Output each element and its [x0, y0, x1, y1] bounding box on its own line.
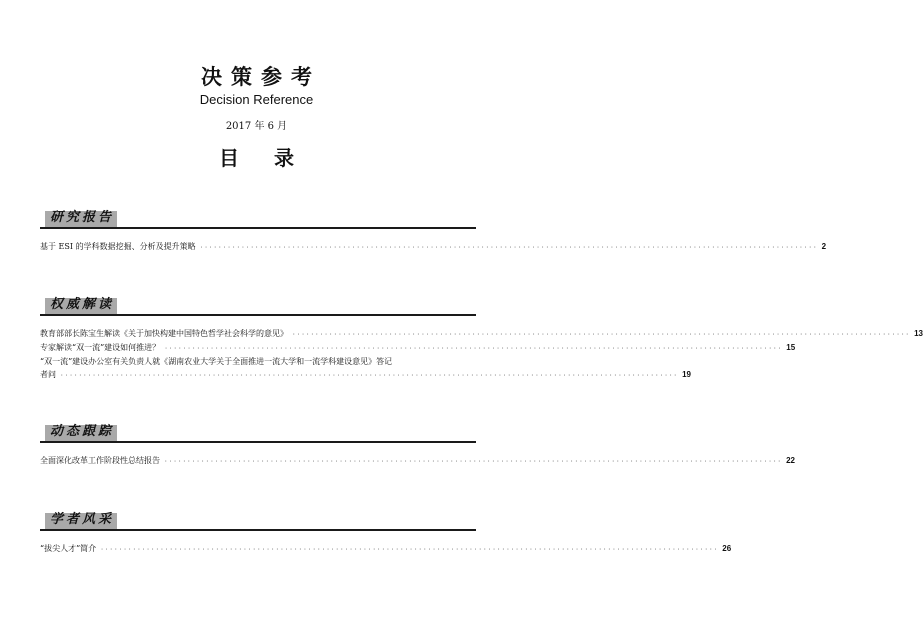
- toc-entry-title-line2: 者问: [40, 370, 56, 379]
- issue-date: 2017 年 6 月: [225, 121, 288, 132]
- toc-entry-title: “拔尖人才”简介: [40, 544, 97, 553]
- toc-entry-title: 全面深化改革工作阶段性总结报告: [40, 456, 160, 465]
- toc-entry-page: 19: [682, 370, 691, 379]
- toc-entry-page: 15: [786, 343, 796, 352]
- toc-entry-title: 教育部部长陈宝生解读《关于加快构建中国特色哲学社会科学的意见》: [40, 329, 288, 338]
- dot-leader: ······································································································································: [199, 244, 818, 251]
- toc-entry-page: 13: [914, 329, 923, 338]
- section-header: [40, 205, 476, 229]
- dot-leader: ······································································································································: [100, 546, 719, 553]
- section-entries: [40, 454, 795, 468]
- toc-entry-title: 专家解读“双一流”建设如何推进？: [40, 343, 161, 352]
- publication-title-cn: 决策参考: [201, 64, 321, 89]
- toc-entry[interactable]: [40, 454, 795, 468]
- section-header: [40, 419, 476, 443]
- section-title: 动态跟踪: [50, 424, 115, 439]
- toc-entry[interactable]: [40, 240, 827, 254]
- section-title: 研究报告: [50, 210, 115, 225]
- section-scholar-profile: [40, 507, 732, 556]
- toc-entry-title-line1[interactable]: “双一流”建设办公室有关负责人就《湖南农业大学关于全面推进一流大学和一流学科建设意见》答记: [40, 357, 393, 366]
- section-dynamic-tracking: [40, 419, 795, 468]
- section-entries: [40, 327, 923, 382]
- section-header: [40, 292, 476, 316]
- publication-title-en: Decision Reference: [199, 92, 314, 107]
- toc-entry[interactable]: [40, 368, 691, 382]
- section-authoritative-interpretation: [40, 292, 923, 382]
- section-entries: [40, 542, 732, 556]
- toc-entry[interactable]: [40, 327, 923, 341]
- toc-heading: 目 录: [219, 146, 308, 170]
- section-entries: [40, 240, 827, 254]
- toc-entry[interactable]: [40, 341, 796, 355]
- toc-entry-page: 22: [786, 456, 795, 465]
- dot-leader: ······································································································································: [164, 458, 783, 465]
- section-title: 权威解读: [50, 297, 115, 312]
- dot-leader: ······································································································································: [60, 372, 679, 379]
- dot-leader: ······································································································································: [292, 331, 911, 338]
- toc-entry[interactable]: [40, 542, 732, 556]
- toc-entry-title: 基于 ESI 的学科数据挖掘、分析及提升策略: [40, 242, 196, 251]
- toc-entry-page: 2: [821, 242, 827, 251]
- section-title: 学者风采: [50, 512, 115, 527]
- toc-entry-page: 26: [722, 544, 732, 553]
- section-header: [40, 507, 476, 531]
- section-research-report: [40, 205, 827, 254]
- dot-leader: ······································································································································: [164, 345, 783, 352]
